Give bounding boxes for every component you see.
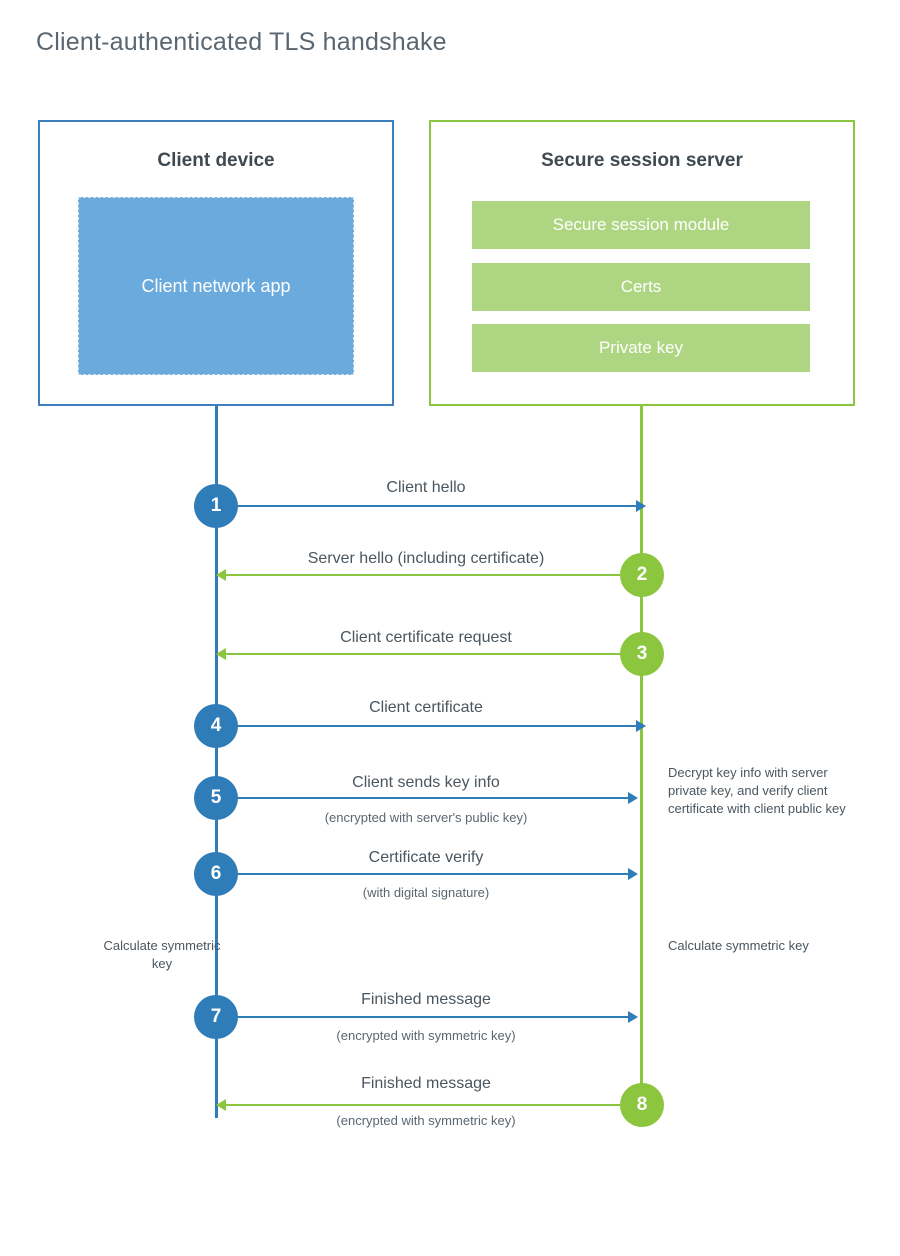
step-3-label: Client certificate request bbox=[340, 629, 512, 646]
step-5-arrow-line bbox=[216, 797, 632, 799]
step-8-arrow-line bbox=[220, 1104, 640, 1106]
server-decrypt-note: Decrypt key info with server private key, and verify client certificate with client public key bbox=[668, 765, 846, 816]
step-7-sublabel: (encrypted with symmetric key) bbox=[336, 1028, 516, 1043]
page-title: Client-authenticated TLS handshake bbox=[36, 28, 447, 56]
step-4-label: Client certificate bbox=[369, 699, 483, 716]
step-8-badge[interactable]: 8 bbox=[620, 1083, 664, 1127]
server-module-secure-session-module: Secure session module bbox=[472, 201, 810, 249]
step-4-arrow-head bbox=[636, 720, 646, 732]
step-5-sublabel: (encrypted with server's public key) bbox=[324, 810, 528, 825]
step-7-label: Finished message bbox=[361, 991, 491, 1008]
step-4-badge[interactable]: 4 bbox=[194, 704, 238, 748]
server-module-certs: Certs bbox=[472, 263, 810, 311]
step-5-label: Client sends key info bbox=[352, 774, 500, 791]
step-1-arrow-line bbox=[216, 505, 640, 507]
client-network-app-block: Client network app bbox=[78, 197, 354, 375]
step-8-sublabel: (encrypted with symmetric key) bbox=[336, 1113, 516, 1128]
step-1-arrow-head bbox=[636, 500, 646, 512]
step-3-badge[interactable]: 3 bbox=[620, 632, 664, 676]
step-2-arrow-line bbox=[220, 574, 640, 576]
step-1-badge[interactable]: 1 bbox=[194, 484, 238, 528]
step-6-label: Certificate verify bbox=[368, 849, 484, 866]
step-2-badge[interactable]: 2 bbox=[620, 553, 664, 597]
step-6-badge[interactable]: 6 bbox=[194, 852, 238, 896]
step-6-arrow-line bbox=[216, 873, 632, 875]
client-device-title: Client device bbox=[157, 150, 275, 171]
step-8-arrow-head bbox=[216, 1099, 226, 1111]
server-module-private-key: Private key bbox=[472, 324, 810, 372]
step-4-arrow-line bbox=[216, 725, 640, 727]
secure-session-server-title: Secure session server bbox=[541, 150, 743, 171]
step-3-arrow-head bbox=[216, 648, 226, 660]
step-8-label: Finished message bbox=[361, 1075, 491, 1092]
step-5-arrow-head bbox=[628, 792, 638, 804]
server-calculate-key-note: Calculate symmetric key bbox=[668, 938, 809, 953]
client-calculate-key-note: Calculate symmetric key bbox=[103, 938, 221, 971]
step-3-arrow-line bbox=[220, 653, 640, 655]
step-6-arrow-head bbox=[628, 868, 638, 880]
step-6-sublabel: (with digital signature) bbox=[362, 885, 490, 900]
step-7-badge[interactable]: 7 bbox=[194, 995, 238, 1039]
step-2-arrow-head bbox=[216, 569, 226, 581]
step-2-label: Server hello (including certificate) bbox=[307, 550, 545, 567]
step-1-label: Client hello bbox=[386, 479, 466, 496]
step-5-badge[interactable]: 5 bbox=[194, 776, 238, 820]
step-7-arrow-head bbox=[628, 1011, 638, 1023]
step-7-arrow-line bbox=[216, 1016, 632, 1018]
